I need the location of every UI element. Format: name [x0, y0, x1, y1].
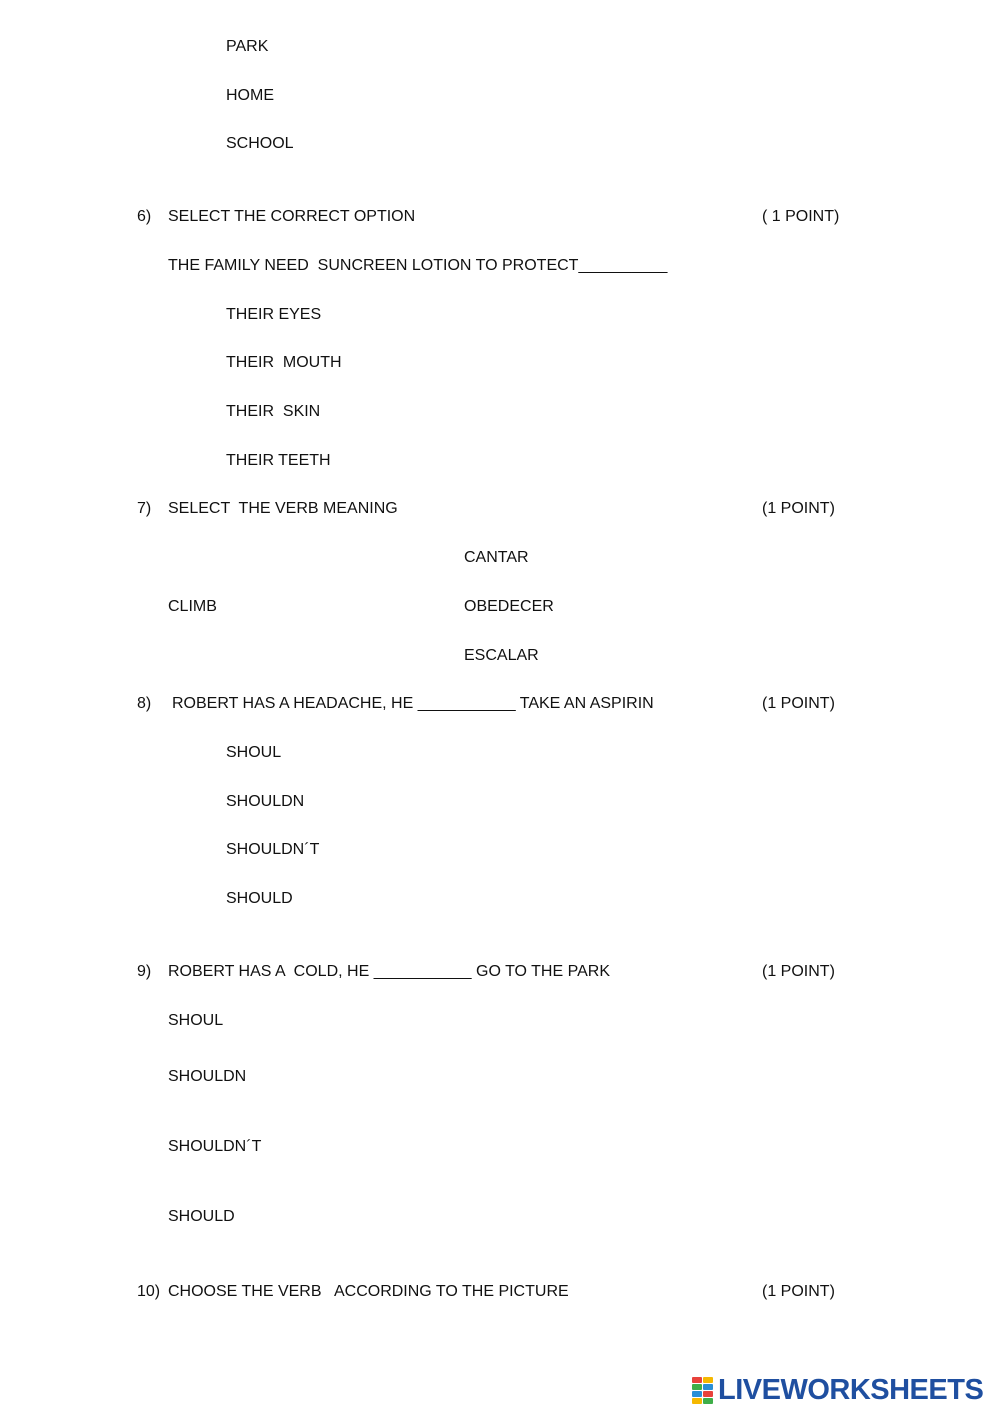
q7-option-escalar: ESCALAR: [464, 647, 539, 664]
q8-option-shoul: SHOUL: [226, 744, 282, 761]
q8-option-shouldnt: SHOULDN´T: [226, 841, 320, 858]
q9-points: (1 POINT): [762, 963, 835, 980]
q7-points: (1 POINT): [762, 500, 835, 517]
q8-number: 8): [137, 695, 152, 712]
q5-option-school: SCHOOL: [226, 135, 294, 152]
q6-option-skin: THEIR SKIN: [226, 403, 321, 420]
liveworksheets-logo-icon: [692, 1376, 714, 1404]
q6-title: SELECT THE CORRECT OPTION: [168, 208, 416, 225]
q7-option-obedecer: OBEDECER: [464, 598, 554, 615]
q8-title: ROBERT HAS A HEADACHE, HE ___________ TAKE AN ASPIRIN: [172, 695, 654, 712]
q9-option-shoul: SHOUL: [168, 1012, 224, 1029]
q9-option-should: SHOULD: [168, 1208, 235, 1225]
q5-option-home: HOME: [226, 87, 274, 104]
q6-points: ( 1 POINT): [762, 208, 840, 225]
q7-option-cantar: CANTAR: [464, 549, 529, 566]
q9-title: ROBERT HAS A COLD, HE ___________ GO TO THE PARK: [168, 963, 610, 980]
q6-number: 6): [137, 208, 152, 225]
q9-option-shouldnt: SHOULDN´T: [168, 1138, 262, 1155]
liveworksheets-logo: [692, 1373, 983, 1407]
q6-sentence: THE FAMILY NEED SUNCREEN LOTION TO PROTECT__________: [168, 257, 668, 274]
liveworksheets-logo-text: LIVEWORKSHEETS: [718, 1373, 984, 1406]
q7-number: 7): [137, 500, 152, 517]
q8-option-shouldn: SHOULDN: [226, 793, 305, 810]
q9-number: 9): [137, 963, 152, 980]
q6-option-teeth: THEIR TEETH: [226, 452, 331, 469]
q6-option-eyes: THEIR EYES: [226, 306, 322, 323]
q10-number: 10): [137, 1283, 161, 1300]
q7-word: CLIMB: [168, 598, 217, 615]
q6-option-mouth: THEIR MOUTH: [226, 354, 342, 371]
q7-title: SELECT THE VERB MEANING: [168, 500, 398, 517]
q8-points: (1 POINT): [762, 695, 835, 712]
q10-title: CHOOSE THE VERB ACCORDING TO THE PICTURE: [168, 1283, 569, 1300]
q5-option-park: PARK: [226, 38, 269, 55]
q8-option-should: SHOULD: [226, 890, 293, 907]
q10-points: (1 POINT): [762, 1283, 835, 1300]
q9-option-shouldn: SHOULDN: [168, 1068, 247, 1085]
